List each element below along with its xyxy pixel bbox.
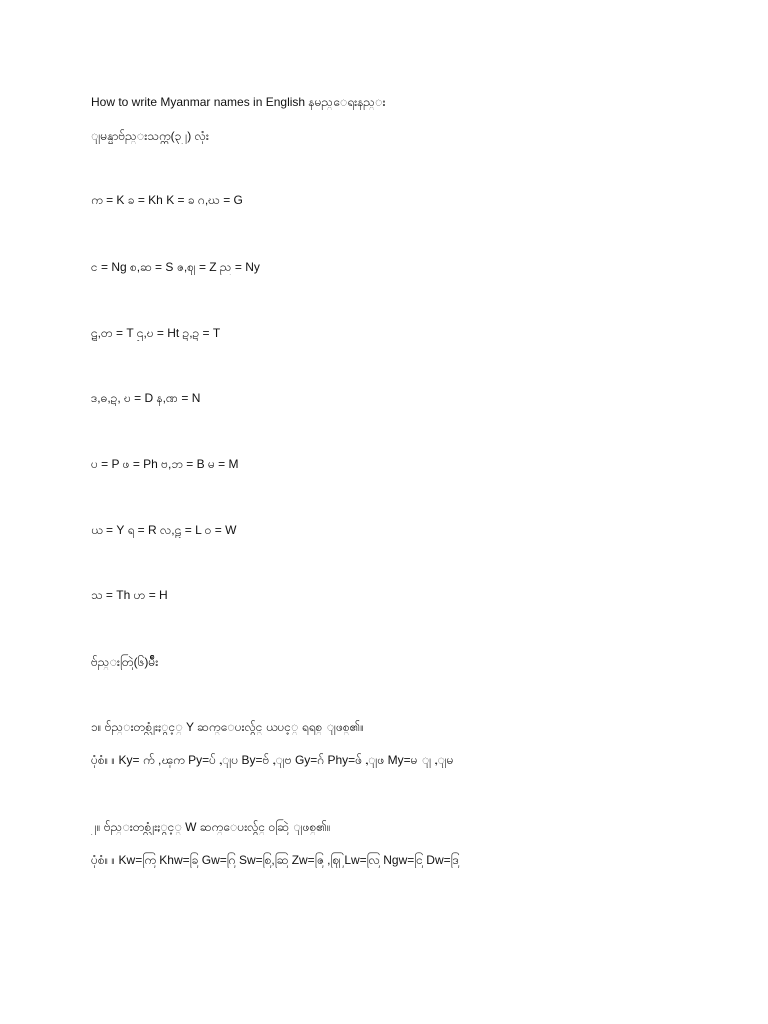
- rule-1-example: ပုံစံ။ ။ Ky= က် ,ၾက Py=ပ် ,ျပ By=ဗ် ,ျဗ Gy=ဂ် Phy=ဖ် ,ျဖ My=မ ျ ,ျမ: [91, 753, 454, 767]
- consonant-cluster-heading: ဗ်ည္းတြဲ(၆)မ်ိဳး: [91, 655, 159, 669]
- mapping-line-5: ပ = P ဖ = Ph ဗ,ဘ = B မ = M: [91, 457, 239, 471]
- document-title: How to write Myanmar names in English နမည္ေရးနည္း: [91, 95, 386, 109]
- mapping-line-7: သ = Th ဟ = H: [91, 588, 168, 602]
- consonant-count-heading: ျမန္မာဗ်ည္းသက္တ(၃၂) လုံး: [91, 129, 209, 143]
- rule-2-text: ၂။ ဗ်ည္းတစ္လုံးႏွင့္ W ဆက္ေပးလွ်င္ ဝဆြဲ ျဖစ္၏။: [91, 820, 331, 834]
- mapping-line-4: ဒ,ဓ,ဍ, ဎ = D န,ဏ = N: [91, 391, 201, 405]
- rule-1-text: ၁။ ဗ်ည္းတစ္လုံးႏွင့္ Y ဆက္ေပးလွ်င္ ယပင့္ ရရစ္ ျဖစ္၏။: [91, 720, 364, 734]
- rule-2-example: ပုံစံ။ ။ Kw=ကြ Khw=ခြ Gw=ဂြ Sw=စြ,ဆြ Zw=ဇြ ,ဈြ Lw=လြ Ngw=ငြ Dw=ဒြ: [91, 853, 459, 867]
- mapping-line-6: ယ = Y ရ = R လ,ဠ = L ဝ = W: [91, 523, 237, 537]
- mapping-line-2: င = Ng စ,ဆ = S ဇ,ဈ = Z ည = Ny: [91, 260, 260, 274]
- mapping-line-3: ဋ,တ = T ဌ,ဎ = Ht ဍ,ဍ = T: [91, 326, 221, 340]
- mapping-line-1: က = K ခ = Kh K = ခ ဂ,ဃ = G: [91, 193, 243, 207]
